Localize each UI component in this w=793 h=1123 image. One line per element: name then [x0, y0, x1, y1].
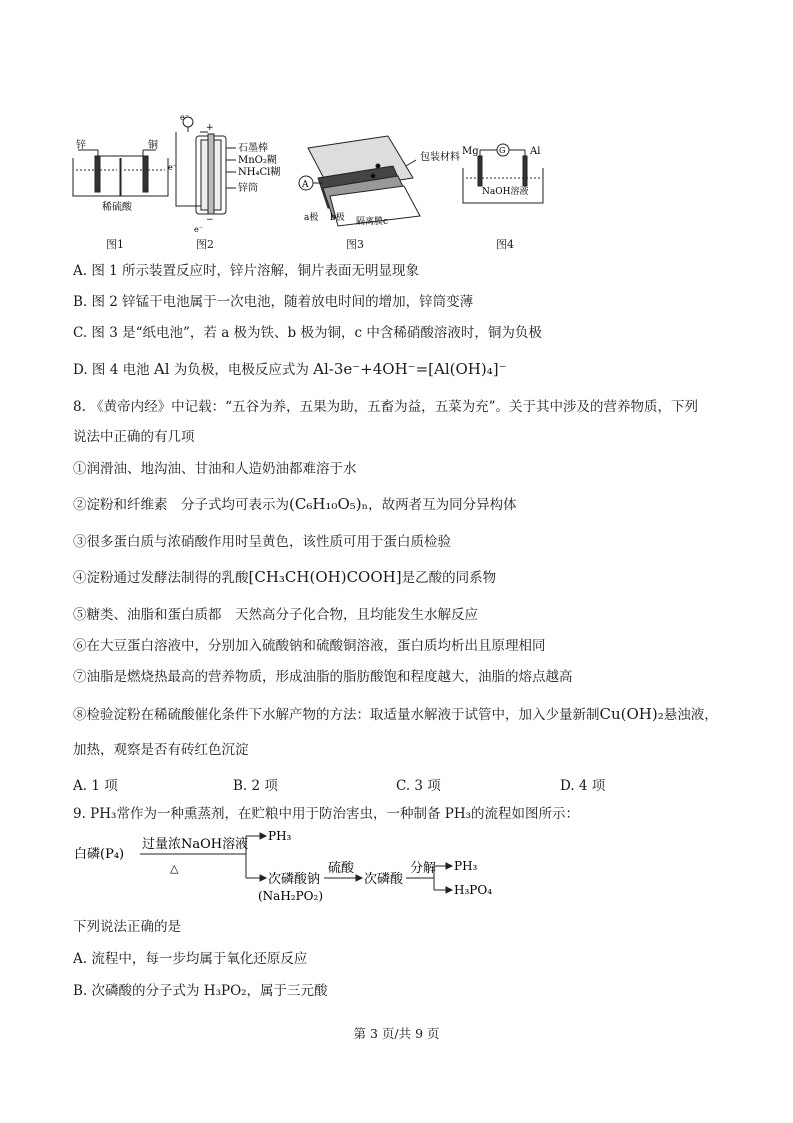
flow-decompose: 分解 — [410, 861, 437, 876]
flow-ph3-end: PH₃ — [454, 859, 478, 873]
q8-s8-a: ⑧检验淀粉在稀硫酸催化条件下水解产物的方法：取适量水解液于试管中，加入少量新制 — [73, 707, 600, 723]
fig3-a-label: a极 — [304, 213, 319, 223]
fig1-caption: 图1 — [106, 238, 124, 251]
q8-s2-formula: (C₆H₁₀O₅)ₙ — [289, 495, 369, 513]
fig2-plus: + — [206, 123, 214, 133]
q8-s4-formula: [CH₃CH(OH)COOH] — [248, 568, 402, 586]
q8-statement-1: ①润滑油、地沟油、甘油和人造奶油都难溶于水 — [73, 461, 357, 477]
q8-s4-a: ④淀粉通过发酵法制得的乳酸 — [73, 570, 249, 586]
fig4-mg-label: Mg — [462, 146, 479, 157]
fig3-caption: 图3 — [346, 238, 364, 251]
q8-statement-5: ⑤糖类、油脂和蛋白质都 天然高分子化合物，且均能发生水解反应 — [73, 607, 478, 623]
q8-statement-7: ⑦油脂是燃烧热最高的营养物质，形成油脂的脂肪酸饱和程度越大，油脂的熔点越高 — [73, 669, 573, 685]
fig3-c-label: 隔离膜c — [356, 217, 389, 227]
q7-option-b: B. 图 2 锌锰干电池属于一次电池，随着放电时间的增加，锌筒变薄 — [73, 294, 474, 310]
q8-choice-a: A. 1 项 — [73, 778, 118, 794]
fig3-b-label: b极 — [330, 213, 345, 223]
q7-option-c: C. 图 3 是“纸电池”，若 a 极为铁、b 极为铜，c 中含稀硝酸溶液时，铜为负极 — [73, 325, 542, 341]
fig2-electron-left: e⁻ — [168, 163, 177, 172]
fig4-al-label: Al — [530, 146, 541, 157]
q9-question: 下列说法正确的是 — [73, 919, 181, 935]
q8-choice-b: B. 2 项 — [233, 778, 278, 794]
q8-statement-6: ⑥在大豆蛋白溶液中，分别加入硫酸钠和硫酸铜溶液，蛋白质均析出且原理相同 — [73, 638, 546, 654]
fig3-meter-label: A — [302, 180, 309, 190]
fig2-electron-bottom: e⁻ — [194, 225, 203, 234]
q9-flowchart — [70, 826, 530, 906]
flow-acid: 次磷酸 — [364, 872, 404, 887]
fig3-package-label: 包装材料 — [420, 152, 460, 163]
fig4-meter-label: G — [499, 146, 506, 155]
q7-d-prefix: D. 图 4 电池 — [73, 362, 150, 378]
flow-ph3-top: PH₃ — [268, 829, 292, 843]
fig4-caption: 图4 — [496, 238, 514, 251]
flow-salt: 次磷酸钠 — [268, 872, 321, 887]
q8-choice-c: C. 3 项 — [396, 778, 441, 794]
q8-s2-b: ，故两者互为同分异构体 — [368, 497, 517, 513]
flow-reagent: 过量浓NaOH溶液 — [142, 837, 249, 852]
q8-statement-8-cont: 加热，观察是否有砖红色沉淀 — [73, 742, 249, 758]
figures-svg — [68, 108, 728, 253]
fig4-solution-label: NaOH溶液 — [482, 187, 529, 197]
fig1-copper-label: 铜 — [148, 140, 158, 151]
figures-row — [68, 108, 718, 253]
fig1-solution-label: 稀硫酸 — [102, 202, 132, 213]
fig2-caption: 图2 — [196, 238, 214, 251]
q8-s4-b: 是乙酸的同系物 — [401, 570, 497, 586]
q8-statement-2 — [73, 495, 517, 514]
q9-option-b: B. 次磷酸的分子式为 H₃PO₂，属于三元酸 — [73, 983, 328, 999]
flow-acid-reagent: 硫酸 — [328, 861, 355, 876]
q8-stem-line2: 说法中正确的有几项 — [73, 429, 195, 445]
fig2-label-graphite: 石墨棒 — [238, 143, 268, 154]
fig2-electron-top: e⁻ — [180, 113, 189, 122]
flow-start: 白磷(P₄) — [74, 847, 125, 862]
fig2-label-zinc: 锌筒 — [238, 183, 258, 194]
q8-statement-8 — [73, 705, 718, 724]
q8-s8-b: 悬浊液， — [663, 707, 718, 723]
q8-s2-a: ②淀粉和纤维素 分子式均可表示为 — [73, 497, 289, 513]
fig1-drawing — [73, 150, 168, 196]
page-footer: 第 3 页/共 9 页 — [353, 1026, 440, 1041]
q8-s8-formula: Cu(OH)₂ — [599, 705, 664, 723]
q8-stem-line1: 8. 《黄帝内经》中记载：“五谷为养，五果为助，五畜为益，五菜为充”。关于其中涉及的营养物质，下列 — [73, 399, 698, 415]
fig1-zinc-label: 锌 — [76, 140, 86, 151]
flow-heat: △ — [170, 862, 179, 875]
q9-flow-svg — [70, 826, 530, 906]
q7-d-al: Al — [153, 360, 170, 378]
fig2-minus: − — [206, 215, 214, 225]
q7-option-a: A. 图 1 所示装置反应时，锌片溶解，铜片表面无明显现象 — [73, 263, 420, 279]
q7-d-mid: 为负极，电极反应式为 — [173, 362, 309, 378]
flow-salt-formula: (NaH₂PO₂) — [258, 889, 324, 903]
q8-statement-3: ③很多蛋白质与浓硝酸作用时呈黄色，该性质可用于蛋白质检验 — [73, 534, 451, 550]
q7-option-d — [73, 360, 507, 379]
q9-option-a: A. 流程中，每一步均属于氧化还原反应 — [73, 951, 308, 967]
fig2-label-mno2: MnO₂糊 — [238, 155, 277, 166]
flow-h3po4: H₃PO₄ — [454, 883, 492, 897]
q9-stem: 9. PH₃常作为一种熏蒸剂，在贮粮中用于防治害虫，一种制备 PH₃的流程如图所示： — [73, 806, 579, 822]
q8-choice-d: D. 4 项 — [560, 778, 606, 794]
q7-d-equation: Al-3e⁻+4OH⁻=[Al(OH)₄]⁻ — [313, 360, 507, 378]
q8-statement-4 — [73, 568, 496, 587]
fig2-label-nh4cl: NH₄Cl糊 — [238, 167, 281, 178]
